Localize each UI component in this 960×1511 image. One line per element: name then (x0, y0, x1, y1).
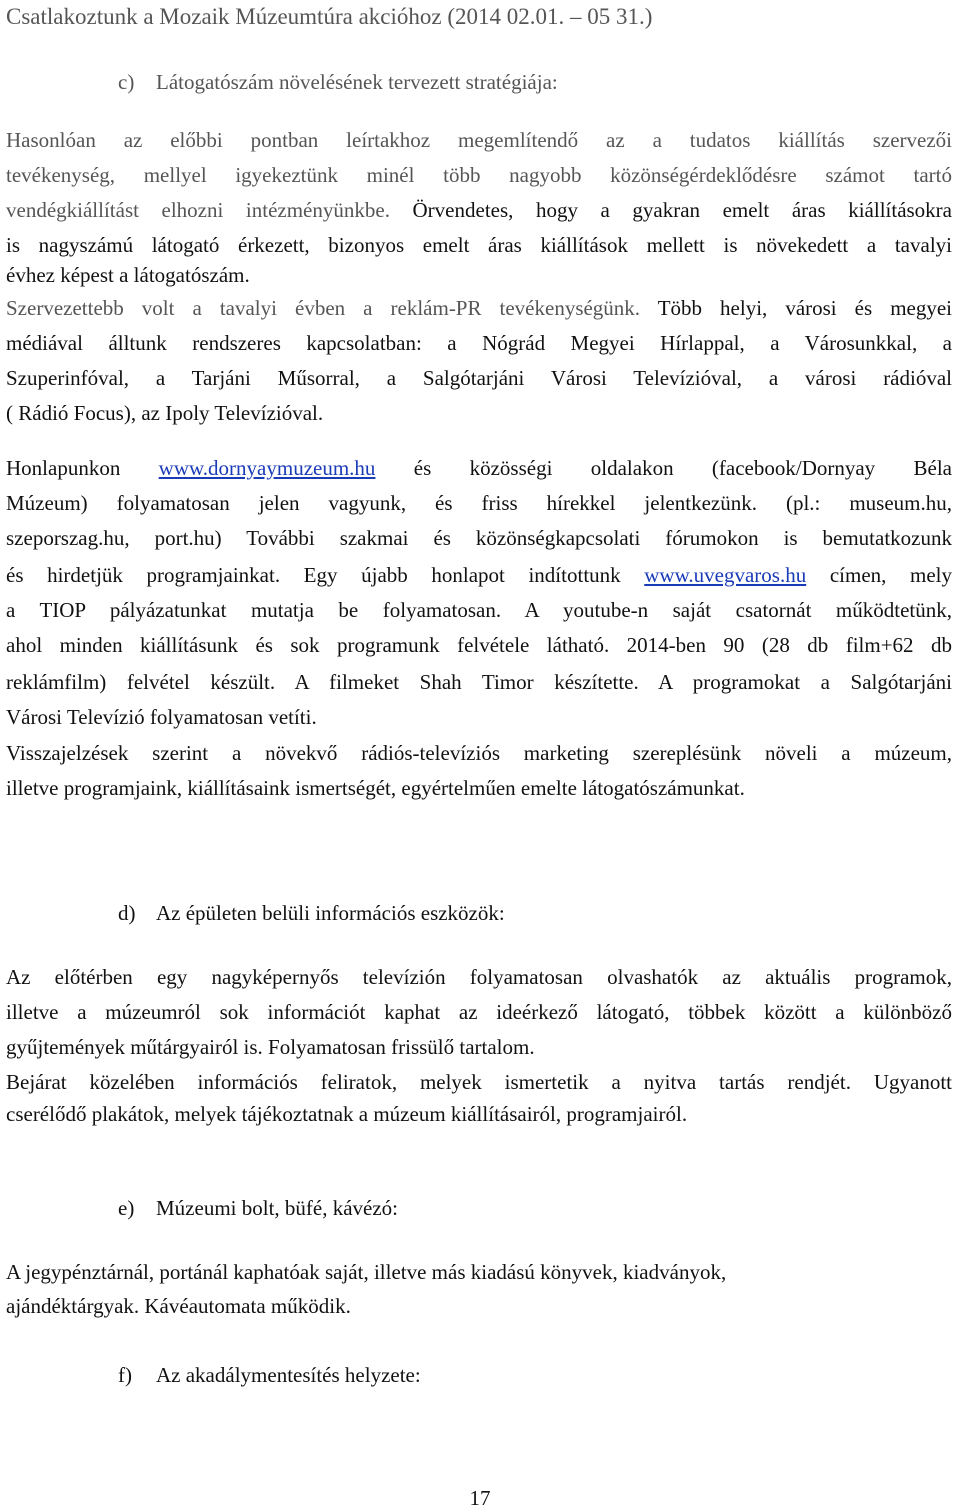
section-c-p2-line3: Szuperinfóval, a Tarjáni Műsorral, a Salgótarjáni Városi Televízióval, a városi rádióval (6, 366, 952, 390)
section-c-p1-line1: Hasonlóan az előbbi pontban leírtakhoz megemlítendő az a tudatos kiállítás szervezői (6, 128, 952, 152)
section-e-p1-line1: A jegypénztárnál, portánál kaphatóak saját, illetve más kiadású könyvek, kiadványok, (6, 1260, 727, 1284)
uvegvaros-link[interactable]: www.uvegvaros.hu (644, 563, 807, 587)
section-c-marker: c) (118, 70, 135, 94)
page-header: Csatlakoztunk a Mozaik Múzeumtúra akcióhoz (2014 02.01. – 05 31.) (6, 4, 653, 29)
page-number: 17 (469, 1486, 491, 1510)
section-f-marker: f) (118, 1363, 132, 1387)
section-e-title: Múzeumi bolt, büfé, kávézó: (156, 1196, 399, 1220)
section-d-marker: d) (118, 901, 136, 925)
section-c-p4-line2: illetve programjaink, kiállításaink ismertségét, egyértelműen emelte látogatószámunkat. (6, 776, 745, 800)
section-c-p3-line6: ahol minden kiállításunk és sok programunk felvétele látható. 2014-ben 90 (28 db film+62 db (6, 633, 952, 657)
section-f-heading (118, 1363, 421, 1388)
section-d-heading (118, 901, 505, 926)
section-c-p1-line3-a: vendégkiállítást elhozni intézményünkbe. (6, 198, 390, 222)
section-c-p3-line3: szeporszag.hu, port.hu) További szakmai és közönségkapcsolati fórumokon is bemutatkozunk (6, 526, 952, 550)
section-f-title: Az akadálymentesítés helyzete: (156, 1363, 421, 1387)
section-c-p3-l4-b: címen, mely (829, 563, 952, 587)
section-c-p3-line5: a TIOP pályázatunkat mutatja be folyamatosan. A youtube-n saját csatornát működtetünk, (6, 598, 952, 622)
section-c-heading (118, 70, 558, 95)
section-c-title: Látogatószám növelésének tervezett stratégiája: (156, 70, 558, 94)
section-c-p3-line7: reklámfilm) felvétel készült. A filmeket Shah Timor készítette. A programokat a Salgótarjáni (6, 670, 952, 694)
section-c-p3-line1 (6, 456, 952, 481)
dornyaymuzeum-link[interactable]: www.dornyaymuzeum.hu (158, 456, 376, 480)
section-e-heading (118, 1196, 398, 1221)
section-c-p2-line1-a: Szervezettebb volt a tavalyi évben a reklám-PR tevékenységünk. (6, 296, 641, 320)
section-d-p1-line2: illetve a múzeumról sok információt kaphat az ideérkező látogató, többek között a különböző (6, 1000, 952, 1024)
section-e-p1-line2: ajándéktárgyak. Kávéautomata működik. (6, 1294, 351, 1318)
section-d-p1-line1: Az előtérben egy nagyképernyős televízión folyamatosan olvashatók az aktuális programok, (6, 965, 952, 989)
section-c-p1-line3-b: Örvendetes, hogy a gyakran emelt áras kiállításokra (389, 198, 953, 222)
section-c-p4-line1: Visszajelzések szerint a növekvő rádiós-televíziós marketing szereplésünk növeli a múzeum, (6, 741, 952, 765)
section-d-p1-line3: gyűjtemények műtárgyairól is. Folyamatosan frissülő tartalom. (6, 1035, 535, 1059)
section-c-p3-l4-a: és hirdetjük programjainkat. Egy újabb honlapot indítottunk (6, 563, 621, 587)
section-c-p2-line1-b: Több helyi, városi és megyei (640, 296, 952, 320)
section-c-p1-line2: tevékenység, mellyel igyekeztünk minél több nagyobb közönségérdeklődésre számot tartó (6, 163, 952, 187)
section-d-p2-line2: cserélődő plakátok, melyek tájékoztatnak a múzeum kiállításairól, programjairól. (6, 1102, 688, 1126)
section-e-marker: e) (118, 1196, 135, 1220)
section-c-p3-l1-b: és közösségi oldalakon (facebook/Dornyay Béla (413, 456, 953, 480)
section-d-p2-line1: Bejárat közelében információs feliratok, melyek ismertetik a nyitva tartás rendjét. Ugyanott (6, 1070, 952, 1094)
section-c-p2-line1 (6, 296, 952, 321)
section-c-p3-line4 (6, 563, 952, 588)
section-c-p2-line4: ( Rádió Focus), az Ipoly Televízióval. (6, 401, 324, 425)
section-d-title: Az épületen belüli információs eszközök: (156, 901, 505, 925)
section-c-p1-line5: évhez képest a látogatószám. (6, 263, 250, 287)
section-c-p1-line3 (6, 198, 952, 223)
section-c-p3-line2: Múzeum) folyamatosan jelen vagyunk, és friss hírekkel jelentkezünk. (pl.: museum.hu, (6, 491, 952, 515)
section-c-p3-l1-a: Honlapunkon (6, 456, 121, 480)
section-c-p2-line2: médiával álltunk rendszeres kapcsolatban: a Nógrád Megyei Hírlappal, a Városunkkal, a (6, 331, 952, 355)
section-c-p1-line4: is nagyszámú látogató érkezett, bizonyos emelt áras kiállítások mellett is növekedett a tavalyi (6, 233, 952, 257)
section-c-p3-line8: Városi Televízió folyamatosan vetíti. (6, 705, 317, 729)
